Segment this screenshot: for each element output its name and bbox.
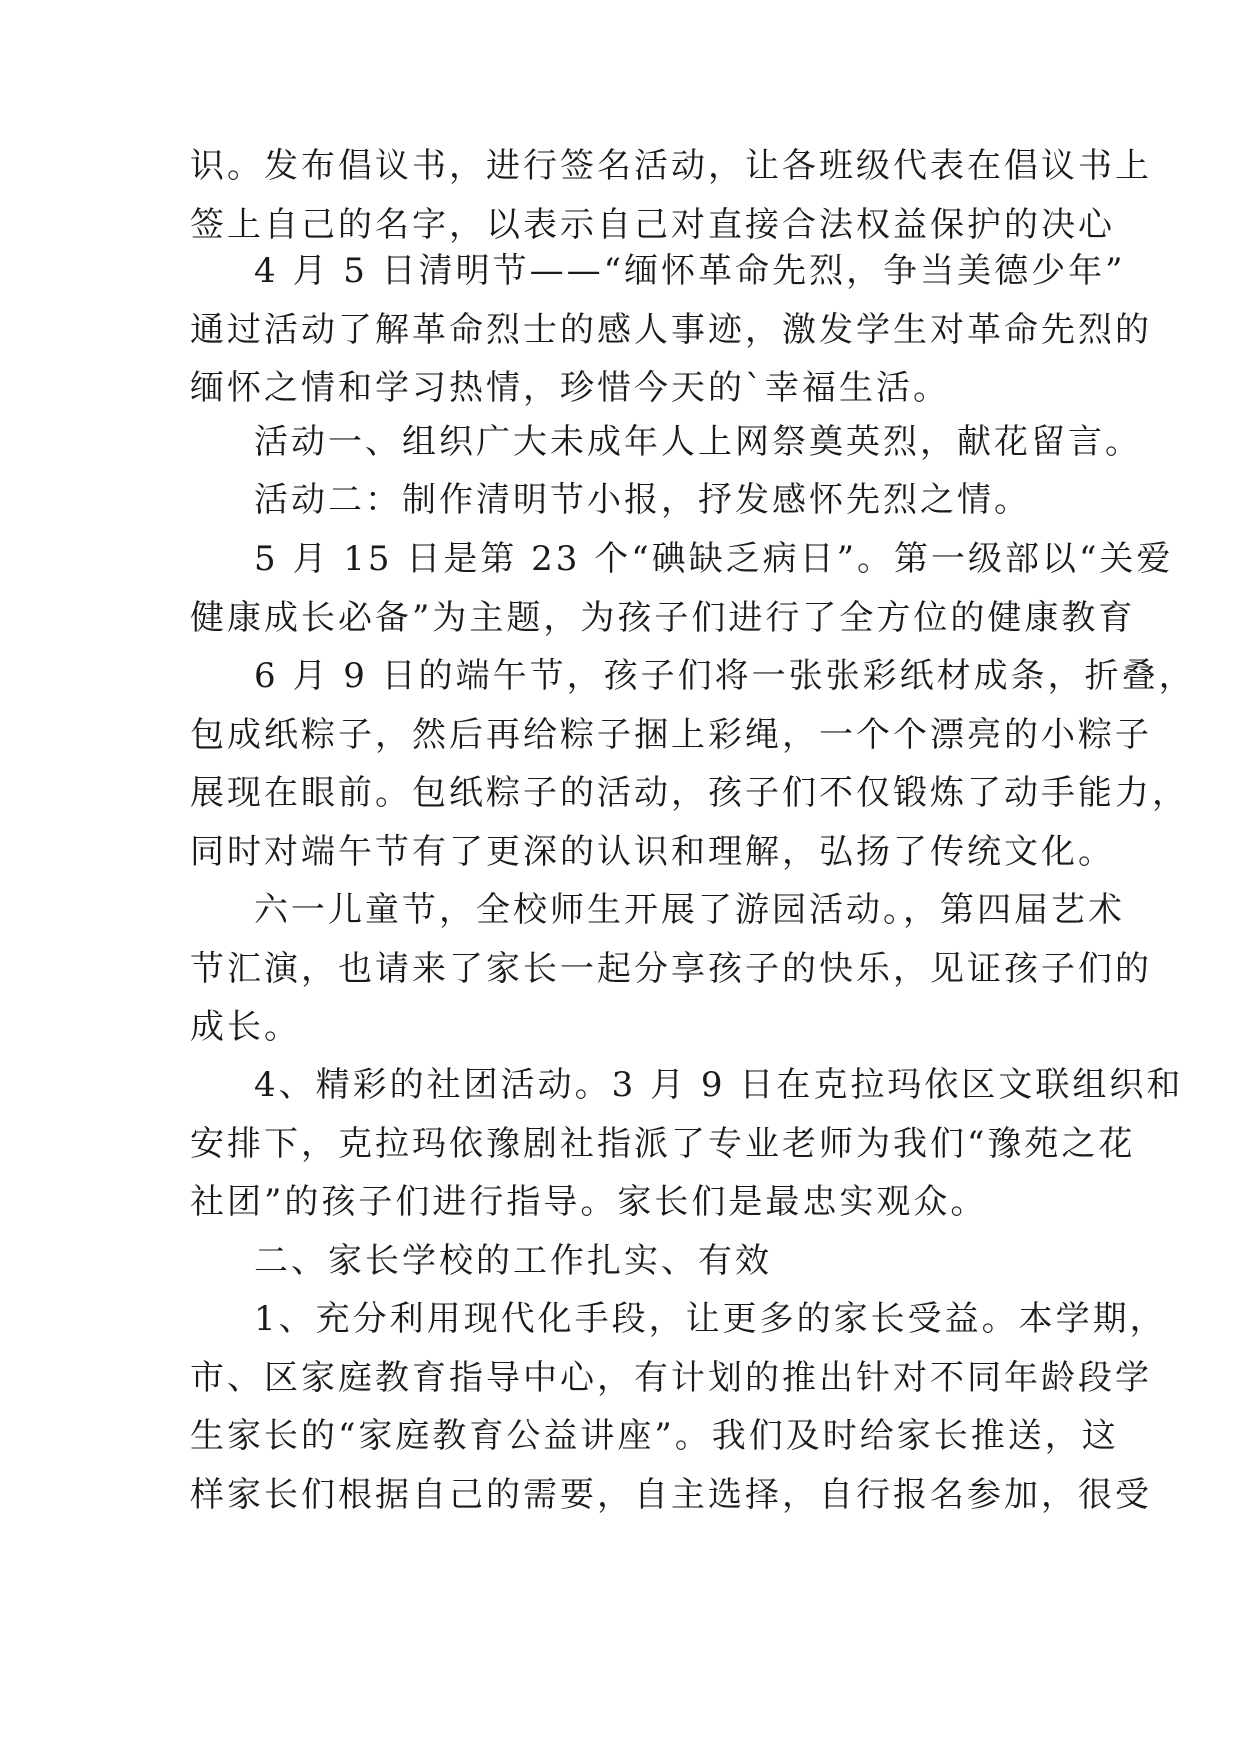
text-line: 1、充分利用现代化手段，让更多的家长受益。本学期， (254, 1299, 1167, 1339)
text-line: 生家长的“家庭教育公益讲座”。我们及时给家长推送，这 (190, 1416, 1119, 1456)
paragraph-3 (190, 413, 1142, 472)
text-line: 社团”的孩子们进行指导。家长们是最忠实观众。 (190, 1182, 988, 1222)
text-line: 样家长们根据自己的需要，自主选择，自行报名参加，很受 (190, 1474, 1152, 1515)
paragraph-5 (190, 530, 1174, 647)
text-line: 5 月 15 日是第 23 个“碘缺乏病日”。第一级部以“关爱 (254, 539, 1174, 579)
text-line: 节汇演，也请来了家长一起分享孩子的快乐，见证孩子们的 (190, 948, 1152, 989)
paragraph-4 (190, 471, 1070, 530)
text-line: 4 月 5 日清明节——“缅怀革命先烈，争当美德少年” (254, 251, 1126, 291)
text-line: 活动二：制作清明节小报，抒发感怀先烈之情。 (254, 480, 1031, 520)
section-heading: 二、家长学校的工作扎实、有效 (254, 1241, 772, 1281)
text-line: 识。发布倡议书，进行签名活动，让各班级代表在倡议书上 (190, 146, 1152, 186)
text-line: 健康成长必备”为主题，为孩子们进行了全方位的健康教育 (190, 597, 1136, 638)
text-line: 包成纸粽子，然后再给粽子捆上彩绳，一个个漂亮的小粽子 (190, 714, 1152, 755)
text-line: 缅怀之情和学习热情，珍惜今天的`幸福生活。 (190, 368, 950, 408)
text-line: 同时对端午节有了更深的认识和理解，弘扬了传统文化。 (190, 831, 1115, 872)
text-line: 成长。 (190, 1007, 301, 1047)
text-line: 6 月 9 日的端午节，孩子们将一张张彩纸材成条，折叠， (254, 656, 1196, 696)
text-line: 市、区家庭教育指导中心，有计划的推出针对不同年龄段学 (190, 1357, 1152, 1398)
paragraph-10 (190, 1290, 1167, 1524)
text-line: 活动一、组织广大未成年人上网祭奠英烈，献花留言。 (254, 422, 1142, 462)
text-line: 安排下，克拉玛依豫剧社指派了专业老师为我们“豫苑之花 (190, 1123, 1136, 1164)
paragraph-1 (190, 137, 1152, 254)
text-line: 通过活动了解革命烈士的感人事迹，激发学生对革命先烈的 (190, 309, 1152, 350)
paragraph-9 (190, 1232, 1070, 1291)
text-line: 展现在眼前。包纸粽子的活动，孩子们不仅锻炼了动手能力， (190, 773, 1189, 813)
paragraph-8 (190, 1056, 1184, 1232)
paragraph-6 (190, 647, 1196, 881)
text-line: 4、精彩的社团活动。3 月 9 日在克拉玛依区文联组织和 (254, 1065, 1184, 1105)
paragraph-7 (190, 881, 1152, 1057)
text-line: 六一儿童节，全校师生开展了游园活动。，第四届艺术 (254, 890, 1125, 930)
text-line: 签上自己的名字，以表示自己对直接合法权益保护的决心 (190, 204, 1115, 245)
paragraph-2 (190, 242, 1152, 418)
